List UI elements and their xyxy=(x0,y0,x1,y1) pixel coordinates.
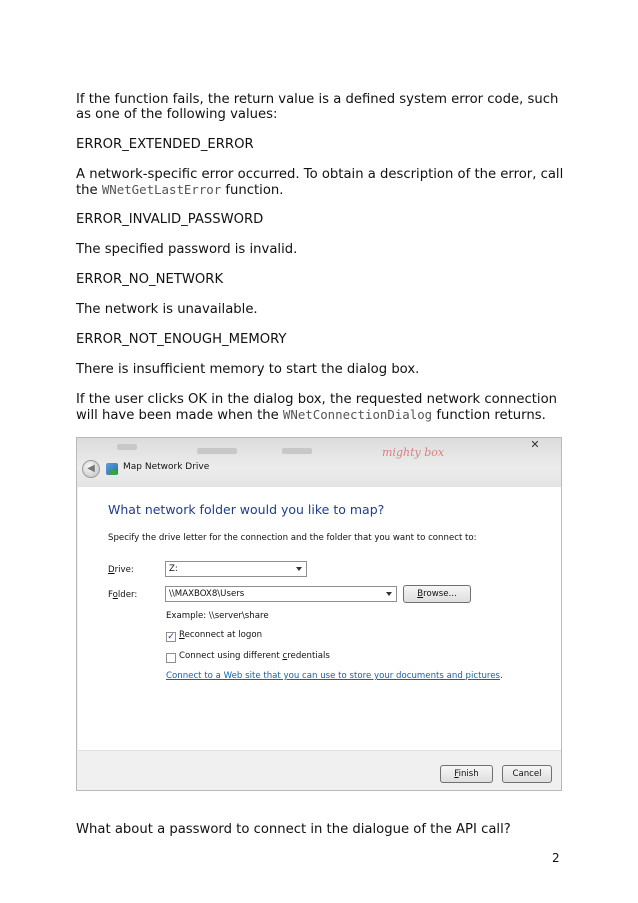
finish-button[interactable] xyxy=(440,765,493,783)
dialog-content xyxy=(78,487,561,750)
folder-label-accesskey: o xyxy=(112,590,118,600)
folder-combo-value: \\MAXBOX8\Users xyxy=(169,589,245,599)
paragraph-user-clicks-ok-text: If the user clicks OK in the dialog box, the requested network connection will have been made when the xyxy=(76,392,557,423)
back-arrow-icon[interactable]: ◀ xyxy=(82,460,100,478)
folder-label-start: F xyxy=(108,590,113,600)
code-wnetconnectiondialog: WNetConnectionDialog xyxy=(282,407,433,422)
finish-accesskey: F xyxy=(454,769,459,779)
folder-label xyxy=(108,590,137,600)
credentials-accesskey: c xyxy=(282,651,288,661)
folder-label-text: lder: xyxy=(117,590,138,600)
background-fragment: mighty box xyxy=(382,446,445,459)
cancel-button[interactable]: Cancel xyxy=(502,765,552,783)
chevron-down-icon xyxy=(386,592,392,596)
credentials-checkbox[interactable] xyxy=(166,653,176,663)
paragraph-invalid-password: The specified password is invalid. xyxy=(76,242,298,257)
reconnect-label[interactable] xyxy=(179,630,262,640)
drive-select[interactable] xyxy=(165,561,307,577)
credentials-label-start: Connect using different xyxy=(179,651,283,661)
paragraph-not-enough-memory: There is insufficient memory to start the dialog box. xyxy=(76,362,420,377)
browse-label: rowse... xyxy=(423,589,457,599)
credentials-label-text: redentials xyxy=(287,651,330,661)
error-code-invalid-password: ERROR_INVALID_PASSWORD xyxy=(76,212,264,227)
finish-label: inish xyxy=(458,769,479,779)
drive-label xyxy=(108,565,134,575)
paragraph-extended-error xyxy=(76,167,566,198)
dialog-heading: What network folder would you like to map? xyxy=(108,502,385,517)
dialog-instruction: Specify the drive letter for the connection and the folder that you want to connect to: xyxy=(108,533,477,543)
folder-example: Example: \\server\share xyxy=(166,611,269,621)
paragraph-extended-error-text: A network-specific error occurred. To obtain a description of the error, call the xyxy=(76,167,564,198)
network-drive-icon xyxy=(106,463,118,475)
drive-select-value: Z: xyxy=(169,564,178,574)
web-site-link-text[interactable]: Connect to a Web site that you can use to store your documents and pictures xyxy=(166,671,501,681)
reconnect-label-text: econnect at logon xyxy=(184,630,263,640)
reconnect-checkbox[interactable] xyxy=(166,632,176,642)
paragraph-user-clicks-ok-tail: function returns. xyxy=(432,408,546,423)
chevron-down-icon xyxy=(296,567,302,571)
error-code-extended: ERROR_EXTENDED_ERROR xyxy=(76,137,254,152)
drive-label-accesskey: D xyxy=(108,565,115,575)
browse-accesskey: B xyxy=(417,589,424,599)
window-title: Map Network Drive xyxy=(123,462,210,472)
folder-combo[interactable] xyxy=(165,586,397,602)
paragraph-user-clicks-ok xyxy=(76,392,566,423)
error-code-not-enough-memory: ERROR_NOT_ENOUGH_MEMORY xyxy=(76,332,287,347)
credentials-label[interactable] xyxy=(179,651,330,661)
reconnect-accesskey: R xyxy=(179,630,185,640)
paragraph-return-value: If the function fails, the return value is a defined system error code, such as one of the following values: xyxy=(76,92,559,122)
error-code-no-network: ERROR_NO_NETWORK xyxy=(76,272,224,287)
map-network-drive-screenshot xyxy=(76,437,562,791)
dialog-footer-divider xyxy=(78,750,561,751)
paragraph-extended-error-tail: function. xyxy=(221,183,284,198)
drive-label-text: rive: xyxy=(114,565,134,575)
window-titlebar xyxy=(77,438,561,488)
paragraph-no-network: The network is unavailable. xyxy=(76,302,258,317)
web-site-link[interactable] xyxy=(166,671,503,681)
code-wnetgetlasterror: WNetGetLastError xyxy=(101,182,222,197)
background-blur xyxy=(282,448,312,454)
background-blur xyxy=(197,448,237,454)
browse-button[interactable] xyxy=(403,585,471,603)
paragraph-password-question: What about a password to connect in the dialogue of the API call? xyxy=(76,822,511,837)
page-number: 2 xyxy=(552,851,560,865)
background-blur xyxy=(117,444,137,450)
web-site-link-period: . xyxy=(500,671,503,681)
checkmark-icon: ✓ xyxy=(167,632,175,642)
close-icon[interactable]: ✕ xyxy=(530,438,540,451)
